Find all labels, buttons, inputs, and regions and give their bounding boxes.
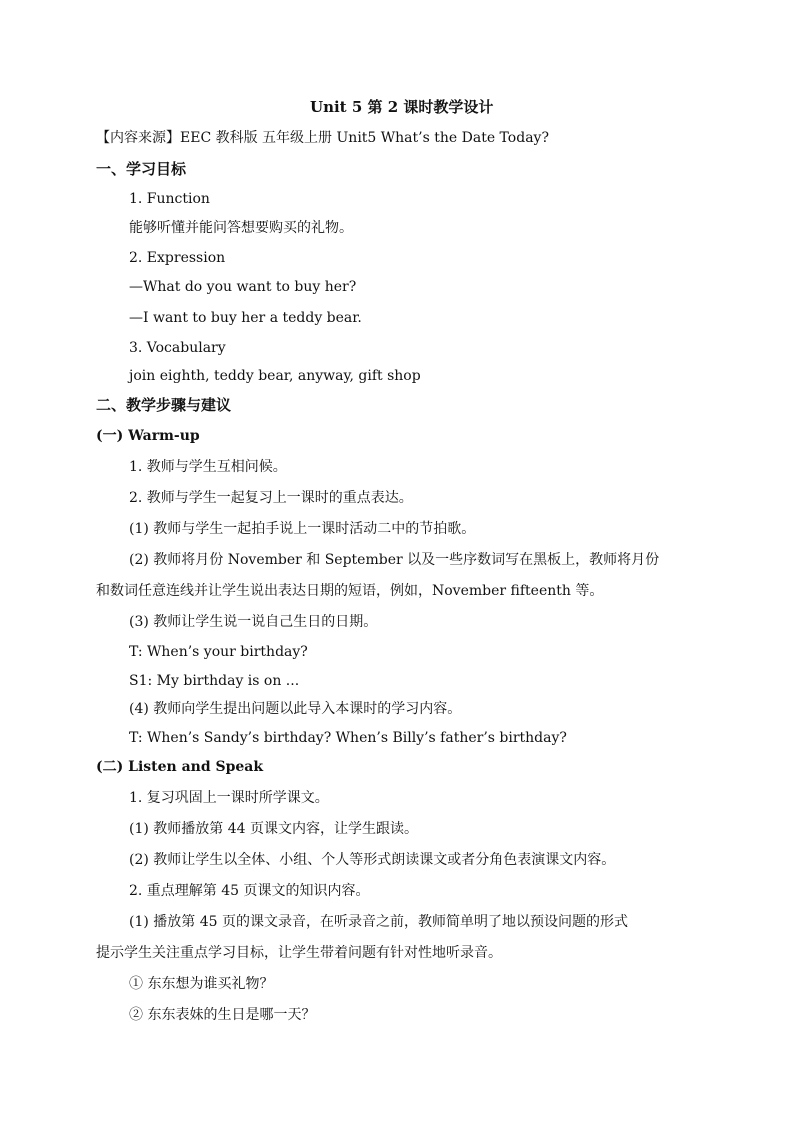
subheading-listen-speak: (二) Listen and Speak <box>96 759 264 775</box>
warmup-step-2-4: (4) 教师向学生提出问题以此导入本课时的学习内容。 <box>129 701 462 717</box>
dialog-student-1: S1: My birthday is on ... <box>129 673 300 689</box>
expression-label: 2. Expression <box>129 250 226 266</box>
function-text: 能够听懂并能问答想要购买的礼物。 <box>129 220 353 236</box>
expression-answer: —I want to buy her a teddy bear. <box>129 310 362 326</box>
vocabulary-text: join eighth, teddy bear, anyway, gift shop <box>129 368 421 384</box>
warmup-step-2-2a: (2) 教师将月份 November 和 September 以及一些序数词写在黑板上，教师将月份 <box>129 552 660 568</box>
listen-step-1: 1. 复习巩固上一课时所学课文。 <box>129 790 329 806</box>
listen-step-2-1b: 提示学生关注重点学习目标，让学生带着问题有针对性地听录音。 <box>96 945 502 961</box>
listen-step-2-1a: (1) 播放第 45 页的课文录音，在听录音之前，教师简单明了地以预设问题的形式 <box>129 914 628 930</box>
subheading-warmup: (一) Warm-up <box>96 428 200 444</box>
expression-question: —What do you want to buy her? <box>129 279 357 295</box>
document-title: Unit 5 第 2 课时教学设计 <box>310 98 494 116</box>
listen-step-1-1: (1) 教师播放第 44 页课文内容，让学生跟读。 <box>129 821 418 837</box>
function-label: 1. Function <box>129 191 210 207</box>
warmup-step-2: 2. 教师与学生一起复习上一课时的重点表达。 <box>129 490 413 506</box>
content-source: 【内容来源】EEC 教科版 五年级上册 Unit5 What’s the Date Today? <box>96 130 549 146</box>
question-1: ① 东东想为谁买礼物？ <box>129 976 274 992</box>
warmup-step-1: 1. 教师与学生互相问候。 <box>129 459 287 475</box>
listen-step-1-2: (2) 教师让学生以全体、小组、个人等形式朗读课文或者分角色表演课文内容。 <box>129 852 616 868</box>
dialog-teacher-1: T: When’s your birthday? <box>129 644 308 660</box>
listen-step-2: 2. 重点理解第 45 页课文的知识内容。 <box>129 883 370 899</box>
section-heading-steps: 二、教学步骤与建议 <box>96 396 232 414</box>
question-2: ② 东东表妹的生日是哪一天？ <box>129 1007 316 1023</box>
vocabulary-label: 3. Vocabulary <box>129 340 226 356</box>
warmup-step-2-1: (1) 教师与学生一起拍手说上一课时活动二中的节拍歌。 <box>129 521 476 537</box>
warmup-step-2-2b: 和数词任意连线并让学生说出表达日期的短语，例如，November fifteenth 等。 <box>96 583 604 599</box>
dialog-teacher-2: T: When’s Sandy’s birthday? When’s Billy’s father’s birthday? <box>129 730 567 746</box>
section-heading-objectives: 一、学习目标 <box>96 160 187 178</box>
warmup-step-2-3: (3) 教师让学生说一说自己生日的日期。 <box>129 614 378 630</box>
